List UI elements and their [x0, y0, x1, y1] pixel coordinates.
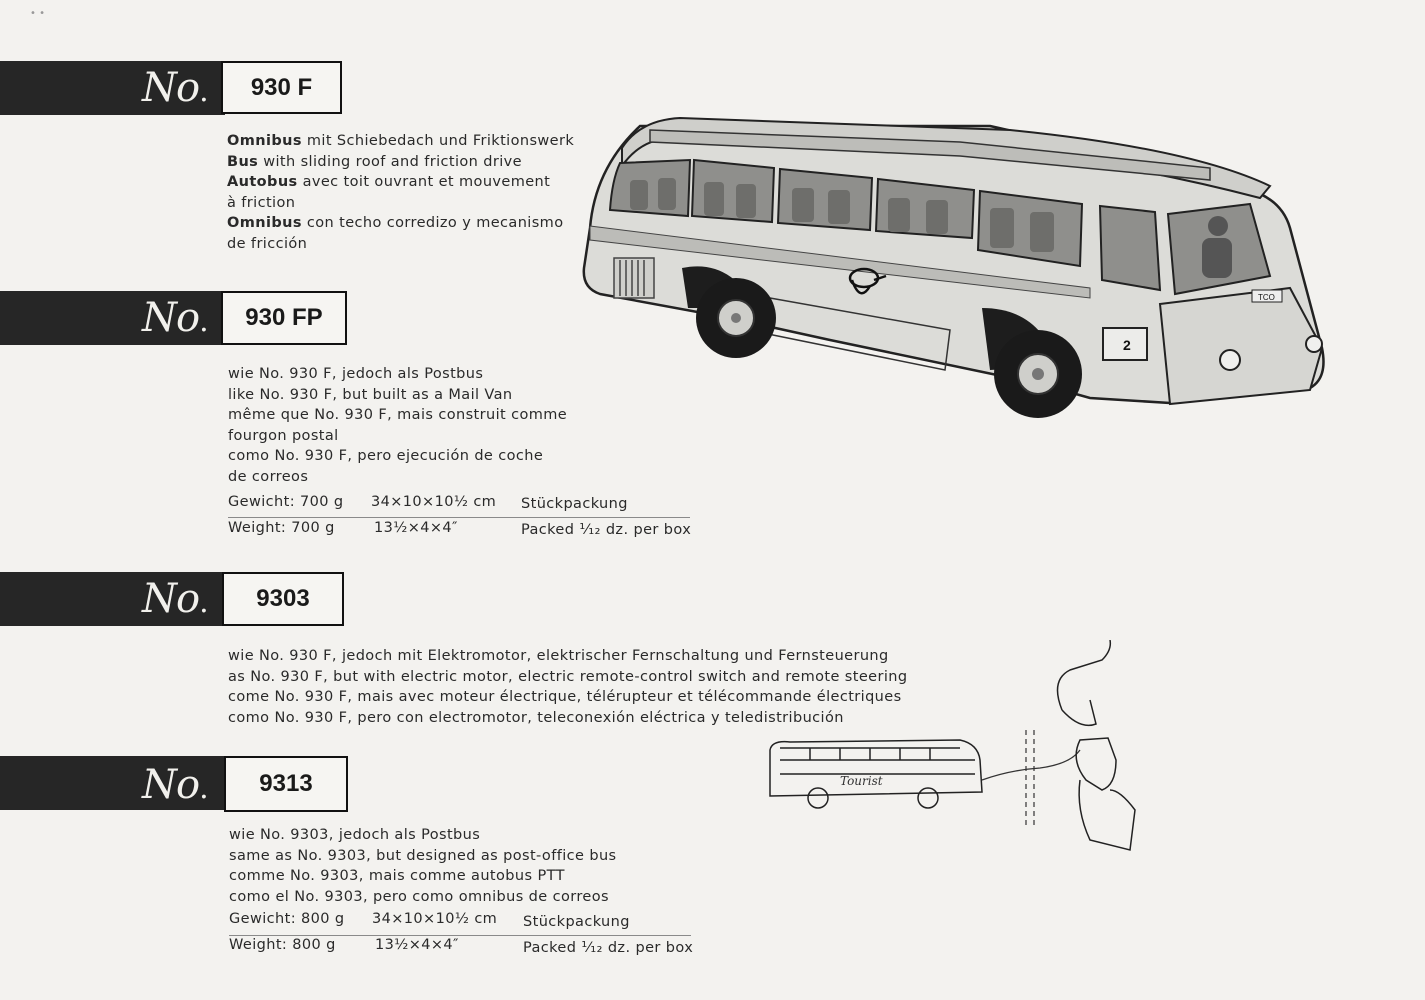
desc-line: de correos [228, 468, 309, 485]
spec-dims-in: 13½×4×4″ [374, 520, 458, 536]
product-number: 930 FP [221, 291, 347, 345]
headlight [1220, 350, 1240, 370]
product-description [228, 364, 567, 488]
spec-weight-de: Gewicht: 800 g [229, 911, 345, 927]
product-number: 9303 [222, 572, 344, 626]
desc-line: Bus with sliding roof and friction drive [227, 153, 522, 170]
no-label: No. [142, 576, 208, 622]
desc-line: wie No. 930 F, jedoch als Postbus [228, 366, 484, 382]
remote-control-illustration [750, 640, 1150, 855]
no-label-text: No [142, 576, 200, 622]
no-label: No. [142, 295, 208, 341]
desc-line: à friction [227, 194, 296, 211]
desc-line: wie No. 9303, jedoch als Postbus [229, 827, 481, 843]
spec-pack-de: Stückpackung [523, 914, 630, 930]
post-dashes [1026, 730, 1034, 825]
no-label-text: No [142, 295, 200, 341]
desc-line: like No. 930 F, but built as a Mail Van [228, 386, 513, 403]
no-label-text: No [142, 762, 200, 808]
front-badge-text: TCO [1258, 293, 1275, 302]
spec-dims-cm: 34×10×10½ cm [372, 911, 498, 927]
bus-front [1160, 288, 1322, 404]
product-number: 9313 [224, 756, 348, 812]
desc-line: de fricción [227, 235, 308, 252]
spec-rule [228, 517, 690, 518]
desc-line: same as No. 9303, but designed as post-office bus [229, 847, 617, 864]
cable [982, 750, 1080, 780]
desc-line: wie No. 930 F, jedoch mit Elektromotor, elektrischer Fernschaltung und Fernsteuerung [228, 648, 889, 664]
desc-line: Omnibus con techo corredizo y mecanismo [227, 215, 564, 232]
desc-line: comme No. 9303, mais comme autobus PTT [229, 868, 565, 885]
no-label: No. [142, 65, 208, 111]
spec-pack-de: Stückpackung [521, 496, 628, 512]
door-number: 2 [1123, 337, 1131, 353]
spec-weight-en: Weight: 800 g [229, 937, 336, 953]
no-label: No. [142, 762, 208, 808]
desc-line: fourgon postal [228, 427, 339, 444]
small-bus-script: Tourist [840, 774, 883, 788]
desc-line: as No. 930 F, but with electric motor, electric remote-control switch and remote steering [228, 668, 908, 685]
product-description [227, 131, 574, 255]
spec-pack-en: Packed ¹⁄₁₂ dz. per box [523, 940, 694, 956]
spec-dims-cm: 34×10×10½ cm [371, 494, 497, 510]
spec-pack-en: Packed ¹⁄₁₂ dz. per box [521, 522, 692, 538]
desc-line: como No. 930 F, pero con electromotor, teleconexión eléctrica y teledistribución [228, 709, 844, 726]
spec-dims-in: 13½×4×4″ [375, 937, 459, 953]
spec-weight-en: Weight: 700 g [228, 520, 335, 536]
product-number: 930 F [221, 61, 342, 114]
spec-rule [229, 935, 691, 936]
desc-line: como No. 930 F, pero ejecución de coche [228, 448, 544, 465]
vent-grille [614, 258, 654, 298]
corner-marks: • • [30, 8, 45, 19]
headlight [1306, 336, 1322, 352]
desc-line: Autobus avec toit ouvrant et mouvement [227, 174, 551, 191]
hands-outline [1058, 640, 1136, 850]
spec-weight-de: Gewicht: 700 g [228, 494, 344, 510]
desc-line: como el No. 9303, pero como omnibus de correos [229, 888, 609, 905]
product-description [229, 825, 617, 907]
no-label-text: No [142, 65, 200, 111]
desc-line: come No. 930 F, mais avec moteur électrique, télérupteur et télécommande électriques [228, 689, 902, 706]
desc-line: même que No. 930 F, mais construit comme [228, 407, 568, 424]
desc-line: Omnibus mit Schiebedach und Friktionswerk [227, 133, 575, 149]
bus-illustration [570, 108, 1340, 428]
